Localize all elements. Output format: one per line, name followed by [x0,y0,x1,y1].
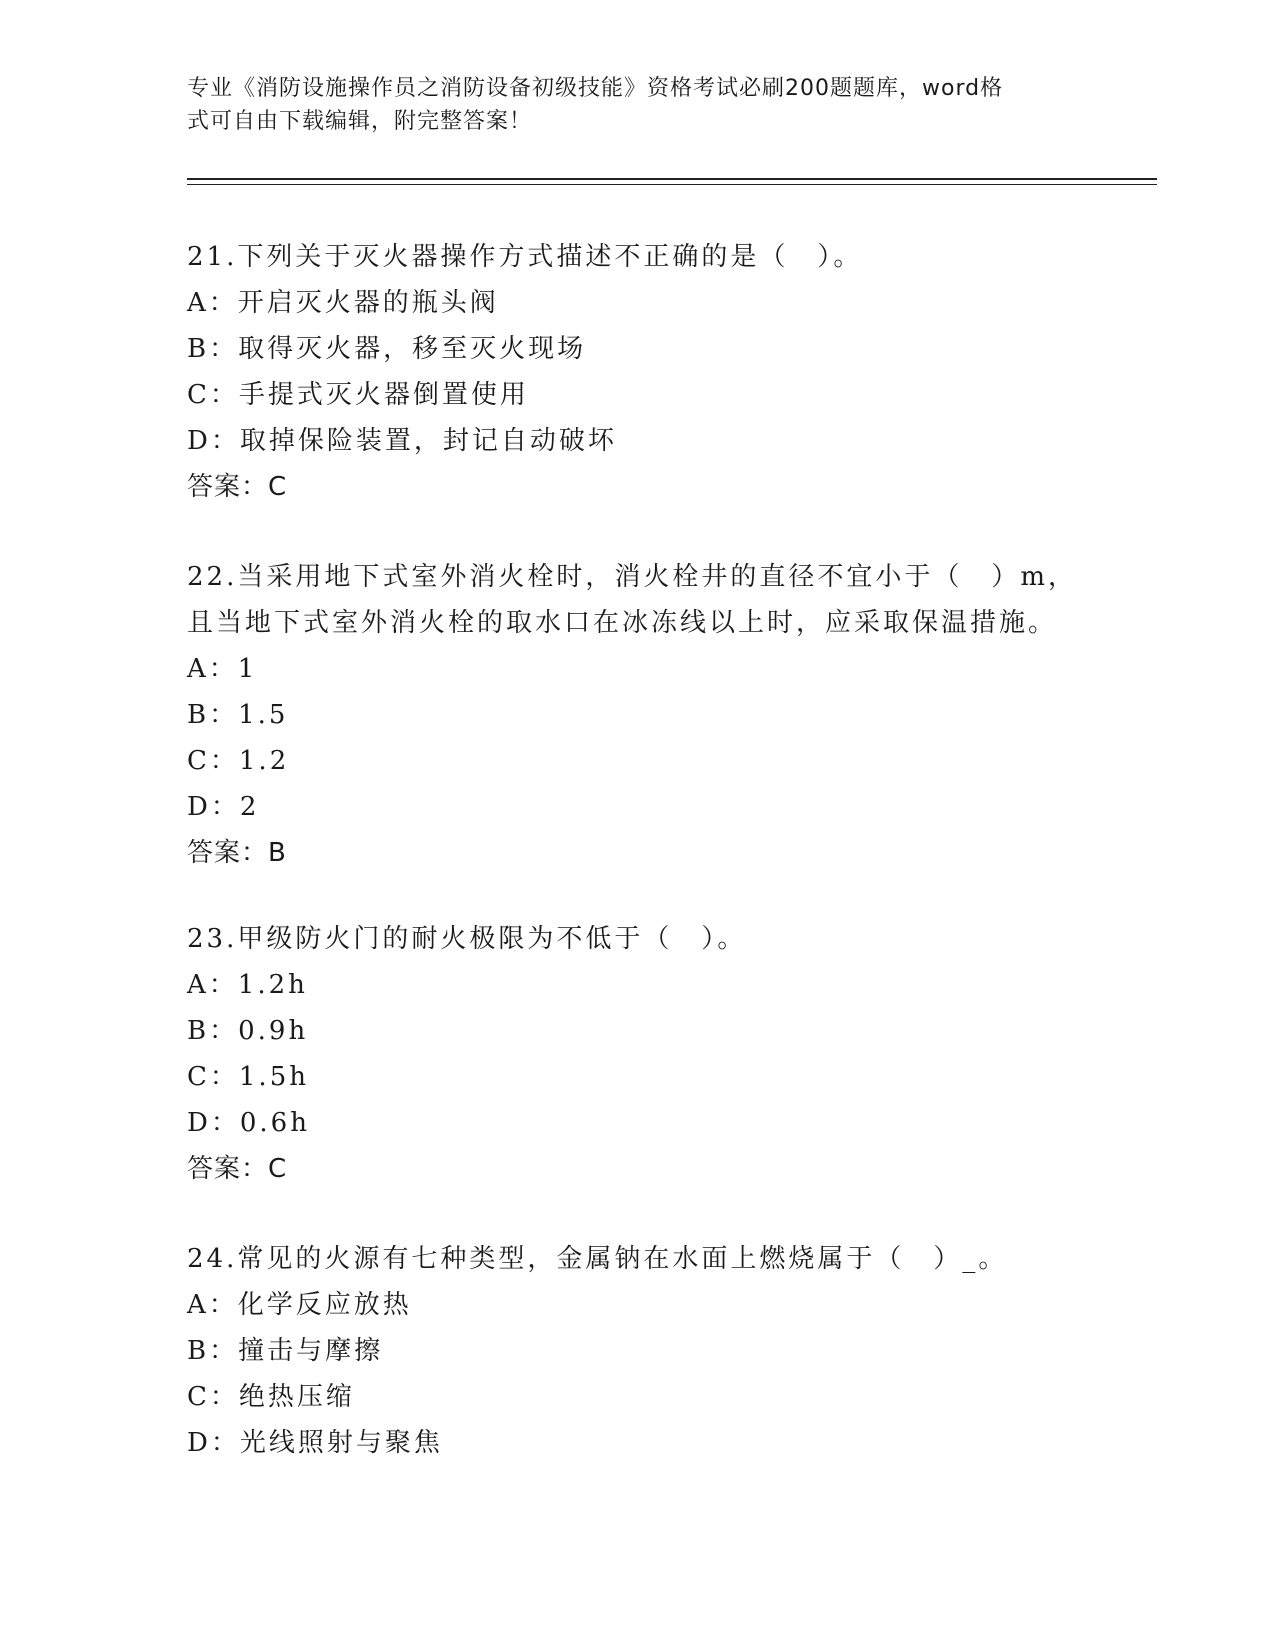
option-b: B：0.9h [187,1016,309,1046]
question-22 [187,554,1087,876]
question-stem-line-1: 22.当采用地下式室外消火栓时，消火栓井的直径不宜小于（ ）m， [187,562,1078,592]
document-header [187,72,1067,138]
question-stem-line-2: 且当地下式室外消火栓的取水口在冰冻线以上时，应采取保温措施。 [187,608,1058,638]
option-b: B：1.5 [187,700,289,730]
option-c: C：1.5h [187,1062,309,1092]
option-c: C：1.2 [187,746,290,776]
option-d: D：光线照射与聚焦 [187,1428,443,1458]
option-c: C：手提式灭火器倒置使用 [187,380,529,410]
option-a: A：1 [187,654,258,684]
option-d: D：0.6h [187,1108,310,1138]
answer: 答案：C [187,472,288,502]
question-stem: 24.常见的火源有七种类型，金属钠在水面上燃烧属于（ ）_。 [187,1244,1008,1274]
header-divider-thin [187,184,1157,185]
question-24 [187,1236,1087,1466]
question-23 [187,916,1087,1192]
option-d: D：取掉保险装置，封记自动破坏 [187,426,617,456]
header-line-1: 专业《消防设施操作员之消防设备初级技能》资格考试必刷200题题库，word格 [187,76,1004,101]
header-divider-thick [187,178,1157,180]
header-line-2: 式可自由下载编辑，附完整答案！ [187,109,533,134]
answer: 答案：B [187,838,287,868]
question-stem: 23.甲级防火门的耐火极限为不低于（ ）。 [187,924,747,954]
question-stem: 21.下列关于灭火器操作方式描述不正确的是（ ）。 [187,242,863,272]
answer: 答案：C [187,1154,288,1184]
option-b: B：撞击与摩擦 [187,1336,384,1366]
option-a: A：1.2h [187,970,308,1000]
option-b: B：取得灭火器，移至灭火现场 [187,334,587,364]
option-a: A：开启灭火器的瓶头阀 [187,288,499,318]
option-c: C：绝热压缩 [187,1382,355,1412]
question-21 [187,234,1087,510]
option-d: D：2 [187,792,260,822]
option-a: A：化学反应放热 [187,1290,412,1320]
